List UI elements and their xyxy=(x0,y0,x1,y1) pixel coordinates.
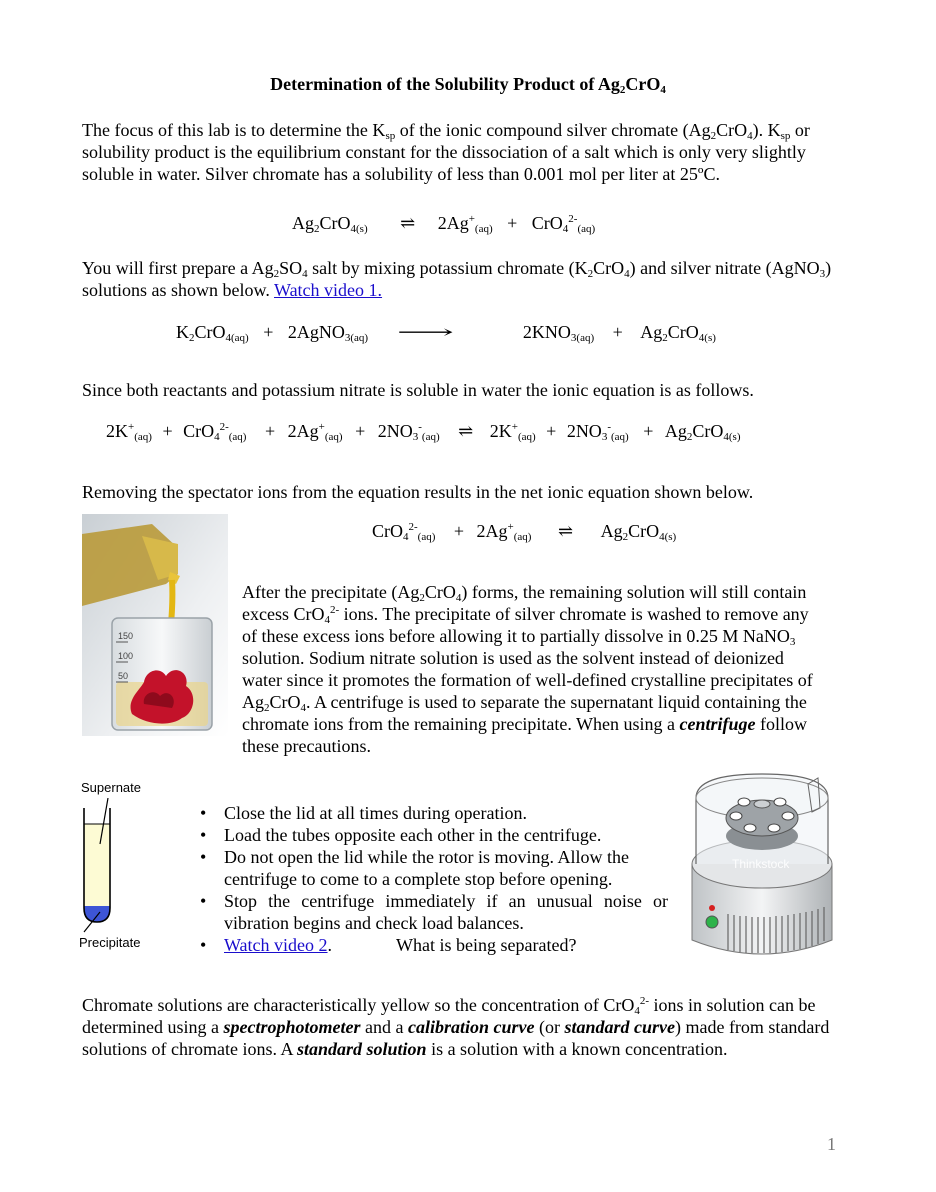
precipitate-label: Precipitate xyxy=(79,935,141,950)
ionic-intro: Since both reactants and potassium nitrate is soluble in water the ionic equation is as follows. xyxy=(82,380,754,400)
separation-question: What is being separated? xyxy=(396,935,577,955)
precaution-item: • Do not open the lid while the rotor is moving. Allow the centrifuge to come to a complete stop before opening. xyxy=(196,846,668,890)
beaker-mark-150: 150 xyxy=(118,631,134,641)
precaution-item: • Watch video 2. What is being separated? xyxy=(196,934,668,956)
reaction-arrow: ⟶ xyxy=(396,322,454,342)
net-ionic-equation: $CrO_4^{2-}_{(aq)} + 2Ag^+_{(aq)}$ ⇌ $Ag_2CrO_{4(s)}$ xyxy=(372,521,677,543)
precaution-item: • Close the lid at all times during operation. xyxy=(196,802,668,824)
precaution-item: • Load the tubes opposite each other in the centrifuge. xyxy=(196,824,668,846)
page-number: 1 xyxy=(827,1134,836,1154)
precautions-list xyxy=(196,802,668,956)
watch-video-1-link[interactable]: Watch video 1. xyxy=(274,280,383,300)
precipitate-paragraph: After the precipitate $(Ag_2CrO_4)$ forms, the remaining solution will still contain excess CrO$_4^{2-}$ ions. The precipitate of silver chromate is washed to remove any of these excess ions before allowing it to partially dissolve in 0.25 M NaNO$_3$ solution. Sodium nitrate solution is used as the solvent instead of deionized water since it promotes the formation of well-defined crystalline precipitates of $Ag_2CrO_4$. A centrifuge is used to separate the supernatant liquid containing the chromate ions from the remaining precipitate. When using a centrifuge follow these precautions. xyxy=(242,582,813,756)
ionic-equation: $2K^+_{(aq)} + CrO_4^{2-}_{(aq)} + 2Ag^+_{(aq)} + 2NO_3^-_{(aq)}$ ⇌ $2K^+_{(aq)} + 2NO_3^-_{(aq)} + Ag_2CrO_{4(s)}$ xyxy=(106,421,741,443)
intro-paragraph: The focus of this lab is to determine the $K_{sp}$ of the ionic compound silver chromate $(Ag_2CrO_4)$. $K_{sp}$ or solubility product is the equilibrium constant for the dissociation of a salt which is only very slightly soluble in water. Silver chromate has a solubility of less than 0.001 mol per liter at 25ºC. xyxy=(82,120,810,184)
centrifuge-illustration xyxy=(688,768,836,964)
precaution-item: • Stop the centrifuge immediately if an unusual noise or vibration begins and check load balances. xyxy=(196,890,668,934)
page-title: Determination of the Solubility Product of $Ag_2CrO_4$ xyxy=(270,74,666,96)
beaker-photo xyxy=(82,514,228,736)
preparation-paragraph: You will first prepare a $Ag_2SO_4$ salt by mixing potassium chromate $(K_2CrO_4)$ and silver nitrate (AgNO$_3$) solutions as shown below. Watch video 1. xyxy=(82,258,832,300)
watch-video-2-link[interactable]: Watch video 2 xyxy=(224,935,328,955)
closing-paragraph: Chromate solutions are characteristically yellow so the concentration of CrO$_4^{2-}$ ions in solution can be determined using a spectrophotometer and a calibration curve (or standard curve) made from standard solutions of chromate ions. A standard solution is a solution with a known concentration. xyxy=(82,995,830,1059)
beaker-illustration xyxy=(82,514,228,736)
molecular-equation: $K_2CrO_{4(aq)}$ + 2AgNO$_{3(aq)}$ ⟶ $2KNO_{3(aq)} + Ag_2CrO_{4(s)}$ xyxy=(176,322,716,344)
thinkstock-watermark: Thinkstock xyxy=(732,857,790,871)
net-ionic-intro: Removing the spectator ions from the equation results in the net ionic equation shown below. xyxy=(82,482,754,502)
beaker-mark-50: 50 xyxy=(118,671,129,681)
beaker-mark-100: 100 xyxy=(118,651,134,661)
dissociation-equation: $Ag_2CrO_{4(s)}$ ⇌ $2Ag^+_{(aq)} + CrO_4^{2-}_{(aq)}$ xyxy=(292,213,596,235)
test-tube-diagram xyxy=(78,798,122,938)
supernate-label: Supernate xyxy=(81,780,141,795)
